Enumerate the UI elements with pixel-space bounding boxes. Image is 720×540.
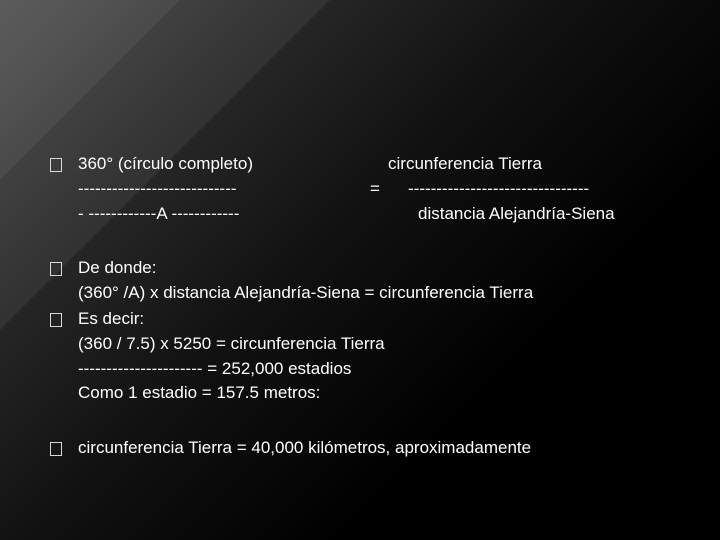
bullet-icon	[50, 313, 62, 327]
text-line: De donde:	[78, 258, 157, 277]
text-line: circunferencia Tierra = 40,000 kilómetros, aproximadamente	[78, 438, 532, 457]
fraction-bar: --------------------------------	[408, 179, 590, 198]
text-line: Es decir:	[78, 309, 145, 328]
text-line: - ------------A ------------	[78, 204, 240, 223]
bullet-icon	[50, 262, 62, 276]
text-line: Como 1 estadio = 157.5 metros:	[78, 383, 321, 402]
fraction-equals: =	[370, 179, 380, 198]
bullet-icon	[50, 158, 62, 172]
fraction-denominator: distancia Alejandría-Siena	[418, 204, 615, 223]
text-line: ---------------------- = 252,000 estadios	[78, 359, 352, 378]
text-line: ----------------------------	[78, 179, 237, 198]
text-line: (360 / 7.5) x 5250 = circunferencia Tierra	[78, 334, 385, 353]
fraction-numerator: circunferencia Tierra	[388, 154, 543, 173]
text-line: (360° /A) x distancia Alejandría-Siena = circunferencia Tierra	[78, 283, 534, 302]
text-line: 360° (círculo completo)	[78, 154, 253, 173]
bullet-icon	[50, 442, 62, 456]
